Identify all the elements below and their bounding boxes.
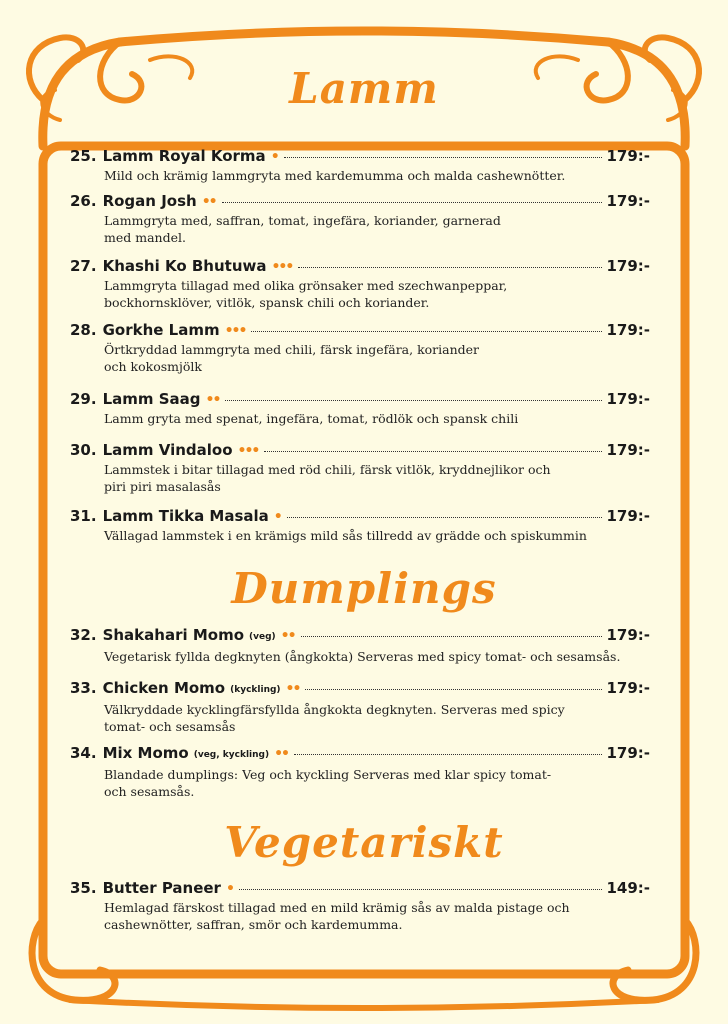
menu-item [70,878,650,933]
item-name: Khashi Ko Bhutuwa [102,257,267,275]
description-line: cashewnötter, saffran, smör och kardemumma. [104,917,403,932]
item-number: 25. [70,147,97,165]
item-header [70,625,650,648]
menu-item [70,743,650,800]
item-price: 179:- [606,441,650,459]
description-line: Lammgryta med, saffran, tomat, ingefära, koriander, garnerad [104,213,501,228]
dot-leader [287,517,603,518]
item-header [70,743,650,766]
item-header [70,256,650,277]
item-header [70,878,650,899]
item-number: 29. [70,390,97,408]
chili-heat-icon: ••• [224,323,246,339]
chili-heat-icon: •• [285,681,300,697]
item-number: 26. [70,192,97,210]
item-number: 31. [70,507,97,525]
description-line: Lamm gryta med spenat, ingefära, tomat, rödlök och spansk chili [104,411,519,426]
item-price: 179:- [606,192,650,210]
item-price: 179:- [606,507,650,525]
item-name: Lamm Vindaloo [102,441,233,459]
item-description [70,527,650,544]
section-title: Lamm [289,64,439,113]
item-number: 32. [70,626,97,644]
dot-leader [222,202,603,203]
chili-heat-icon: • [273,509,281,525]
item-number: 27. [70,257,97,275]
dot-leader [264,451,602,452]
description-line: och kokosmjölk [104,359,202,374]
item-description [70,899,650,933]
item-description [70,167,650,184]
menu-item [70,389,650,427]
item-number: 28. [70,321,97,339]
item-header [70,389,650,410]
item-name: Mix Momo [102,744,189,762]
dot-leader [239,889,603,890]
item-price: 179:- [606,390,650,408]
item-description [70,341,650,375]
dot-leader [305,689,602,690]
menu-item [70,320,650,375]
chili-heat-icon: •• [274,746,289,762]
description-line: Örtkryddad lammgryta med chili, färsk ingefära, koriander [104,342,480,357]
item-header [70,146,650,167]
description-line: Blandade dumplings: Veg och kyckling Serveras med klar spicy tomat- [104,767,552,782]
description-line: Lammgryta tillagad med olika grönsaker med szechwanpeppar, [104,278,508,293]
menu-item [70,256,650,311]
item-number: 30. [70,441,97,459]
description-line: piri piri masalasås [104,479,221,494]
item-name: Chicken Momo [102,679,226,697]
item-qualifier: (veg) [249,632,276,642]
description-line: bockhornsklöver, vitlök, spansk chili och koriander. [104,295,430,310]
menu-item [70,146,650,184]
item-header [70,678,650,701]
menu-item [70,678,650,735]
item-description [70,648,650,665]
menu-item [70,191,650,246]
item-price: 179:- [606,321,650,339]
item-header [70,506,650,527]
item-price: 179:- [606,147,650,165]
menu-item [70,506,650,544]
description-line: och sesamsås. [104,784,195,799]
dot-leader [284,157,603,158]
item-name: Rogan Josh [102,192,197,210]
chili-heat-icon: ••• [271,259,293,275]
item-name: Shakahari Momo [102,626,245,644]
item-name: Lamm Saag [102,390,201,408]
item-name: Lamm Royal Korma [102,147,266,165]
description-line: tomat- och sesamsås [104,719,236,734]
description-line: Välkryddade kycklingfärsfyllda ångkokta degknyten. Serveras med spicy [104,702,565,717]
item-price: 149:- [606,879,650,897]
item-name: Gorkhe Lamm [102,321,220,339]
description-line: Hemlagad färskost tillagad med en mild krämig sås av malda pistage och [104,900,570,915]
chili-heat-icon: • [225,881,233,897]
item-qualifier: (kyckling) [230,685,281,695]
chili-heat-icon: ••• [237,443,259,459]
item-header [70,320,650,341]
item-qualifier: (veg, kyckling) [193,750,270,760]
dot-leader [251,331,602,332]
item-number: 33. [70,679,97,697]
item-header [70,191,650,212]
description-line: Vegetarisk fyllda degknyten (ångkokta) Serveras med spicy tomat- och sesamsås. [104,649,621,664]
chili-heat-icon: •• [280,628,295,644]
item-description [70,766,650,800]
item-name: Lamm Tikka Masala [102,507,269,525]
item-number: 34. [70,744,97,762]
item-number: 35. [70,879,97,897]
section-title: Vegetariskt [224,818,504,867]
dot-leader [298,267,602,268]
description-line: Mild och krämig lammgryta med kardemumma och malda cashewnötter. [104,168,566,183]
item-description [70,701,650,735]
chili-heat-icon: •• [201,194,216,210]
item-header [70,440,650,461]
description-line: Lammstek i bitar tillagad med röd chili, färsk vitlök, kryddnejlikor och [104,462,551,477]
item-description [70,277,650,311]
item-description [70,212,650,246]
chili-heat-icon: •• [205,392,220,408]
item-description [70,410,650,427]
dot-leader [294,754,602,755]
dot-leader [225,400,602,401]
item-price: 179:- [606,679,650,697]
item-name: Butter Paneer [102,879,221,897]
description-line: med mandel. [104,230,186,245]
item-price: 179:- [606,257,650,275]
description-line: Vällagad lammstek i en krämigs mild sås tillredd av grädde och spiskummin [104,528,587,543]
item-price: 179:- [606,744,650,762]
menu-item [70,440,650,495]
section-title: Dumplings [231,564,497,613]
item-description [70,461,650,495]
item-price: 179:- [606,626,650,644]
dot-leader [301,636,603,637]
menu-item [70,625,650,665]
chili-heat-icon: • [270,149,278,165]
